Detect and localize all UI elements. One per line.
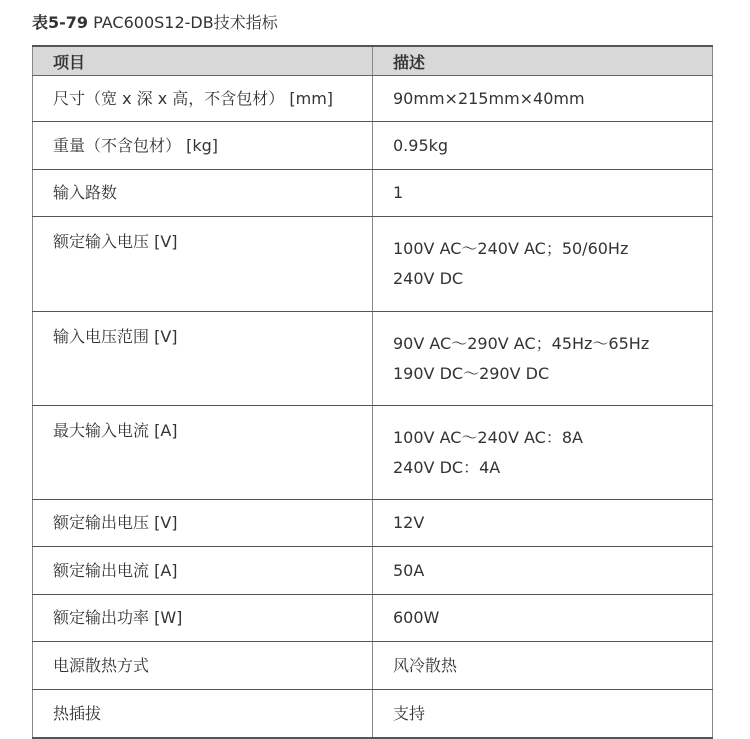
description-line: 12V <box>393 513 425 532</box>
table-row <box>33 406 713 500</box>
table-row <box>33 690 713 739</box>
description-line: 100V AC～240V AC；50/60Hz <box>393 239 629 258</box>
description-line: 支持 <box>393 703 426 723</box>
description-line: 100V AC～240V AC：8A <box>393 427 583 447</box>
row-description <box>373 170 713 217</box>
table-row <box>33 547 713 595</box>
row-item: 尺寸（宽 x 深 x 高，不含包材） [mm] <box>33 76 373 122</box>
header-item: 项目 <box>33 46 373 76</box>
header-description: 描述 <box>373 46 713 76</box>
table-row <box>33 217 713 312</box>
spec-table <box>32 45 713 739</box>
description-line: 1 <box>393 183 404 202</box>
row-description <box>373 406 713 500</box>
table-row <box>33 500 713 547</box>
row-description <box>373 595 713 642</box>
description-line: 240V DC <box>393 269 464 288</box>
table-row <box>33 122 713 170</box>
row-description <box>373 642 713 690</box>
row-item: 额定输出电压 [V] <box>33 500 373 547</box>
table-row <box>33 170 713 217</box>
row-description <box>373 547 713 595</box>
table-row <box>33 76 713 122</box>
row-description <box>373 500 713 547</box>
row-description <box>373 217 713 312</box>
description-line: 190V DC～290V DC <box>393 363 550 383</box>
description-line: 240V DC：4A <box>393 457 501 477</box>
table-caption <box>32 12 278 34</box>
table-row <box>33 595 713 642</box>
row-description <box>373 76 713 122</box>
row-item: 最大输入电流 [A] <box>33 406 373 500</box>
row-item: 额定输出电流 [A] <box>33 547 373 595</box>
description-line: 50A <box>393 560 425 580</box>
row-description <box>373 122 713 170</box>
row-item: 输入电压范围 [V] <box>33 312 373 406</box>
description-line: 风冷散热 <box>393 655 458 675</box>
row-item: 重量（不含包材） [kg] <box>33 122 373 170</box>
row-item: 额定输入电压 [V] <box>33 217 373 312</box>
table-header-row <box>33 46 713 76</box>
table-row <box>33 642 713 690</box>
description-line: 0.95kg <box>393 135 449 155</box>
description-line: 600W <box>393 608 440 627</box>
description-line: 90V AC～290V AC；45Hz～65Hz <box>393 333 650 353</box>
description-line: 90mm×215mm×40mm <box>393 88 585 108</box>
caption-title: PAC600S12-DB技术指标 <box>93 13 278 32</box>
row-item: 额定输出功率 [W] <box>33 595 373 642</box>
row-description <box>373 690 713 739</box>
caption-number: 表5-79 <box>32 13 89 32</box>
table-row <box>33 312 713 406</box>
row-item: 输入路数 <box>33 170 373 217</box>
row-description <box>373 312 713 406</box>
row-item: 热插拔 <box>33 690 373 739</box>
row-item: 电源散热方式 <box>33 642 373 690</box>
